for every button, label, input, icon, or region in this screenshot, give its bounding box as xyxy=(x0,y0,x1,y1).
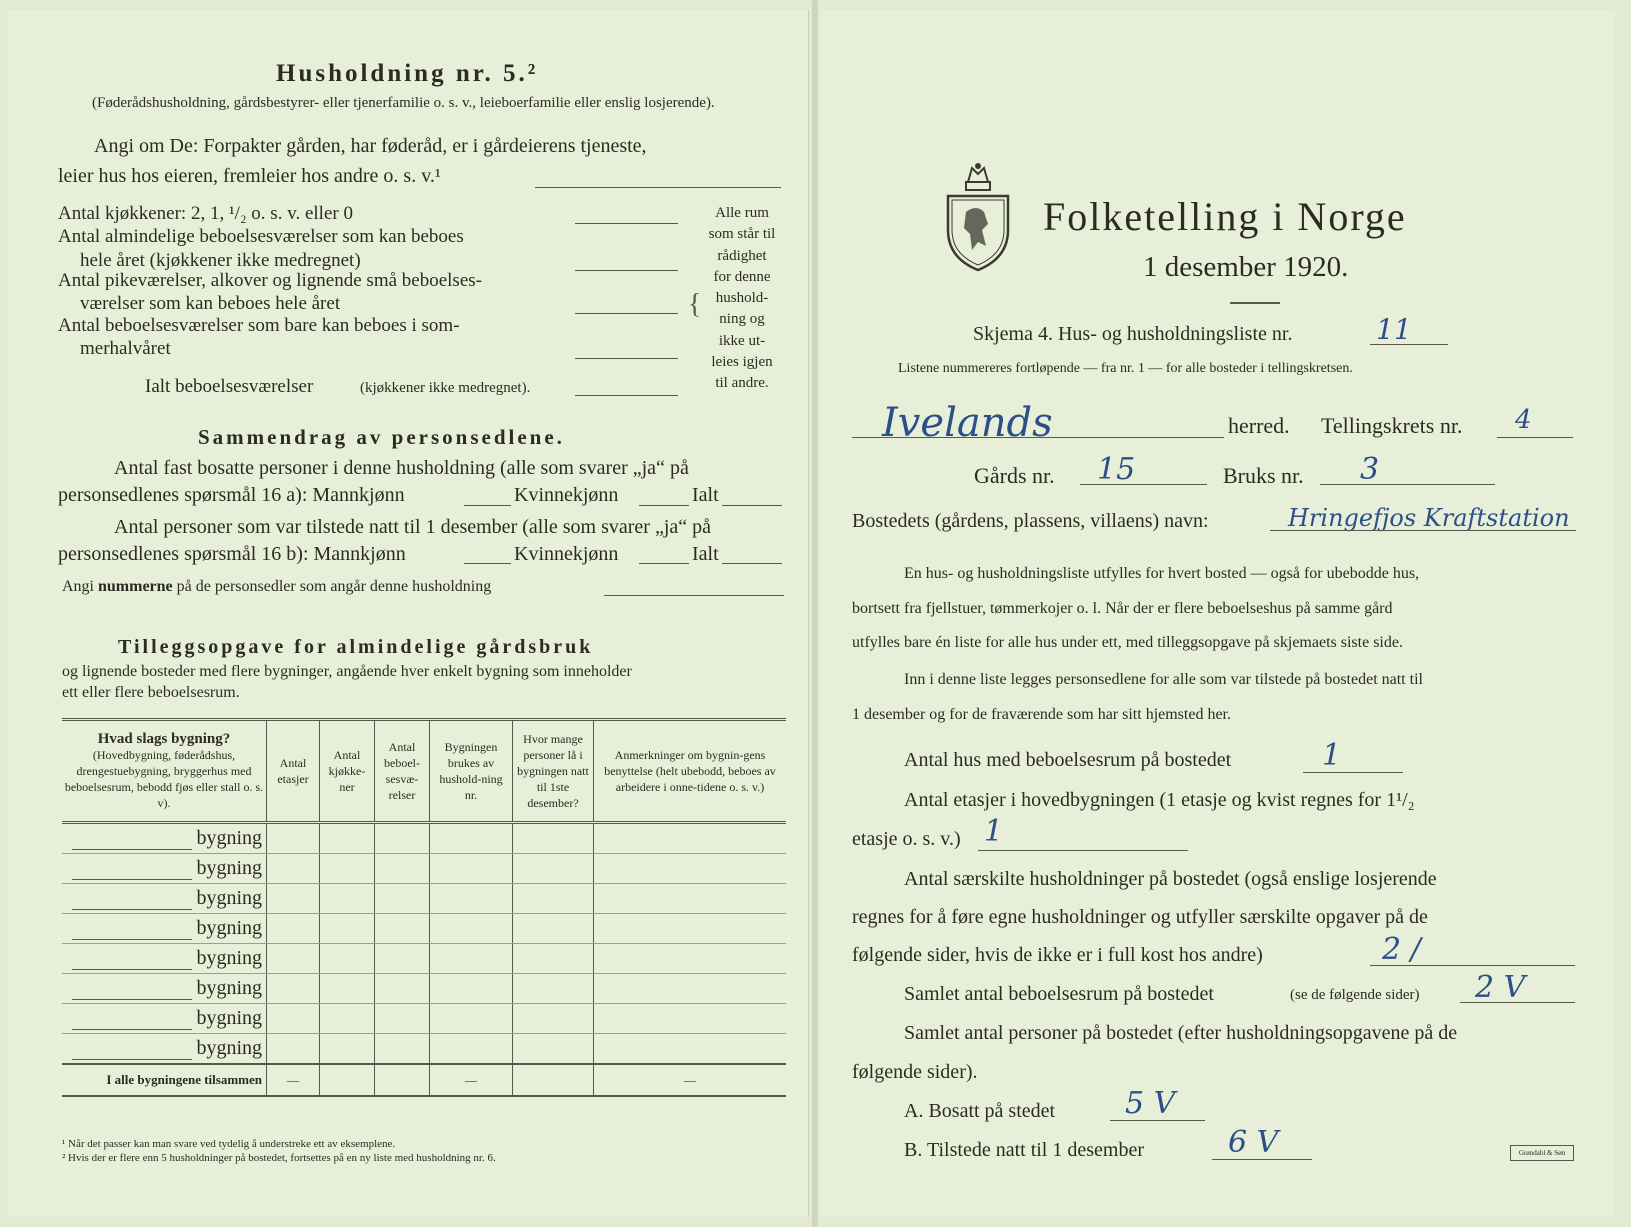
table-cell[interactable] xyxy=(430,944,513,974)
gards-label: Gårds nr. xyxy=(974,463,1055,488)
para1-line3: utfylles bare én liste for alle hus under ett, med tilleggsopgave på skjemaets siste side. xyxy=(852,634,1403,651)
table-cell[interactable] xyxy=(513,823,594,854)
coat-of-arms-icon xyxy=(942,160,1014,272)
building-type-cell[interactable] xyxy=(62,944,267,974)
para1-line1: En hus- og husholdningsliste utfylles for hvert bosted — også for ubebodde hus, xyxy=(904,565,1420,582)
fast-kvinne-answer[interactable] xyxy=(639,505,689,506)
side-note-line: ning og xyxy=(719,311,765,328)
table-cell[interactable] xyxy=(375,823,430,854)
footnote-1: ¹ Når det passer kan man svare ved tydelig å understreke ett av eksemplene. xyxy=(62,1138,396,1150)
side-note-line: rådighet xyxy=(717,247,767,264)
building-type-cell[interactable] xyxy=(62,1034,267,1065)
samlet-rum-note: (se de følgende sider) xyxy=(1290,987,1420,1003)
table-cell[interactable] xyxy=(594,914,787,944)
building-type-cell[interactable] xyxy=(62,914,267,944)
saer-line-1: Antal særskilte husholdninger på bostedet (også enslige losjerende xyxy=(904,868,1437,890)
sum-dash[interactable]: — xyxy=(430,1064,513,1096)
ialt-note: (kjøkkener ikke medregnet). xyxy=(360,380,531,396)
tilstede-value: 6 V xyxy=(1228,1125,1279,1160)
side-note-line: leies igjen xyxy=(711,354,773,371)
etasjer-line-2: etasje o. s. v.) xyxy=(852,828,961,850)
bygning-label: bygning xyxy=(196,1007,262,1029)
table-cell[interactable] xyxy=(513,884,594,914)
table-cell[interactable] xyxy=(594,1034,787,1065)
bygning-label: bygning xyxy=(196,887,262,909)
col-kjokkener: Antal kjøkke-ner xyxy=(320,720,375,823)
tillegg-sub-2: ett eller flere beboelsesrum. xyxy=(62,684,240,701)
table-cell[interactable] xyxy=(594,974,787,1004)
table-cell[interactable] xyxy=(430,974,513,1004)
herred-answer-line[interactable] xyxy=(852,437,1224,438)
tilst-kvinne-label: Kvinnekjønn xyxy=(514,543,619,565)
table-cell[interactable] xyxy=(513,1004,594,1034)
bosatt-answer-line[interactable] xyxy=(1110,1120,1205,1121)
para2-line2: 1 desember og for de fraværende som har sitt hjemsted her. xyxy=(852,706,1231,723)
table-row xyxy=(62,914,786,944)
tilstede-label: B. Tilstede natt til 1 desember xyxy=(904,1139,1144,1161)
tilst-ialt-label: Ialt xyxy=(692,543,719,565)
hus-answer-line[interactable] xyxy=(1303,772,1403,773)
side-note xyxy=(700,203,784,395)
title-rule xyxy=(1230,302,1280,304)
tillegg-title: Tilleggsopgave for almindelige gårdsbruk xyxy=(118,636,594,658)
table-cell[interactable] xyxy=(430,823,513,854)
fast-ialt-label: Ialt xyxy=(692,484,719,506)
gards-answer-line[interactable] xyxy=(1080,484,1207,485)
table-row xyxy=(62,884,786,914)
bosatt-value: 5 V xyxy=(1125,1086,1176,1121)
table-cell[interactable] xyxy=(513,944,594,974)
ialt-answer[interactable] xyxy=(575,395,678,396)
samlet-rum-value: 2 V xyxy=(1475,970,1526,1005)
tellingskrets-answer-line[interactable] xyxy=(1497,437,1573,438)
etasjer-answer-line[interactable] xyxy=(978,850,1188,851)
bygning-label: bygning xyxy=(196,827,262,849)
herred-label: herred. xyxy=(1228,413,1290,438)
table-cell[interactable] xyxy=(267,944,320,974)
bygning-label: bygning xyxy=(196,977,262,999)
bygning-label: bygning xyxy=(196,947,262,969)
para2-line1: Inn i denne liste legges personsedlene for alle som var tilstede på bostedet natt til xyxy=(904,671,1423,688)
table-cell[interactable] xyxy=(320,944,375,974)
household-title: Husholdning nr. 5.² xyxy=(276,60,539,87)
table-cell[interactable] xyxy=(267,914,320,944)
table-cell[interactable] xyxy=(320,823,375,854)
bruks-value: 3 xyxy=(1360,452,1380,487)
table-cell[interactable] xyxy=(267,1004,320,1034)
table-cell[interactable] xyxy=(320,974,375,1004)
angi-line-2: leier hus hos eieren, fremleier hos andre o. s. v.¹ xyxy=(58,165,441,187)
table-header xyxy=(62,720,786,823)
table-cell[interactable] xyxy=(430,884,513,914)
table-cell[interactable] xyxy=(320,854,375,884)
col-husholdning-nr: Bygningen brukes av hushold-ning nr. xyxy=(430,720,513,823)
table-cell[interactable] xyxy=(320,914,375,944)
tilst-line-2: personsedlenes spørsmål 16 b): Mannkjønn xyxy=(58,543,406,565)
som-line-2: merhalvåret xyxy=(80,338,171,359)
bygning-label: bygning xyxy=(196,917,262,939)
census-title: Folketelling i Norge xyxy=(1043,194,1407,239)
tilst-mann-answer[interactable] xyxy=(464,563,511,564)
kjokkener-answer[interactable] xyxy=(575,223,678,224)
table-row xyxy=(62,1034,786,1065)
gards-value: 15 xyxy=(1097,452,1136,487)
table-cell[interactable] xyxy=(375,944,430,974)
printer-stamp: Grøndahl & Søn xyxy=(1510,1145,1574,1161)
angi-nummer: Angi nummerne på de personsedler som angår denne husholdning xyxy=(62,578,492,595)
table-cell[interactable] xyxy=(594,854,787,884)
sammendrag-title: Sammendrag av personsedlene. xyxy=(198,425,565,449)
table-cell[interactable] xyxy=(375,914,430,944)
skjema-label: Skjema 4. Hus- og husholdningsliste nr. xyxy=(973,323,1293,345)
footnote-2: ² Hvis der er flere enn 5 husholdninger på bostedet, fortsettes på en ny liste med husholdning nr. 6. xyxy=(62,1152,496,1164)
ialt-line: Ialt beboelsesværelser xyxy=(145,376,314,397)
bruks-label: Bruks nr. xyxy=(1223,463,1304,488)
table-cell[interactable] xyxy=(513,974,594,1004)
sum-dash[interactable]: — xyxy=(594,1064,787,1096)
fast-line-1: Antal fast bosatte personer i denne husholdning (alle som svarer „ja“ på xyxy=(114,457,689,479)
side-note-line: hushold- xyxy=(715,290,769,307)
household-subtitle: (Føderådshusholdning, gårdsbestyrer- eller tjenerfamilie o. s. v., leieboerfamilie eller enslig losjerende). xyxy=(92,95,715,111)
bygning-label: bygning xyxy=(196,1037,262,1059)
table-cell[interactable] xyxy=(513,1064,594,1096)
samlet-rum-label: Samlet antal beboelsesrum på bostedet xyxy=(904,983,1214,1005)
table-cell[interactable] xyxy=(375,854,430,884)
table-cell[interactable] xyxy=(375,974,430,1004)
page-fold xyxy=(812,0,818,1227)
pike-line-2: værelser som kan beboes hele året xyxy=(80,293,341,314)
samlet-pers-line-2: følgende sider). xyxy=(852,1061,978,1083)
saer-value: 2 / xyxy=(1382,932,1421,967)
table-cell[interactable] xyxy=(320,884,375,914)
etasjer-line-1: Antal etasjer i hovedbygningen (1 etasje og kvist regnes for 1¹/₂ xyxy=(904,789,1415,811)
building-table xyxy=(62,718,786,1097)
alm-answer[interactable] xyxy=(575,270,678,271)
etasjer-value: 1 xyxy=(984,814,1004,849)
pike-line-1: Antal pikeværelser, alkover og lignende små beboelses- xyxy=(58,270,482,291)
table-cell[interactable] xyxy=(320,1064,375,1096)
table-cell[interactable] xyxy=(430,854,513,884)
bosted-label: Bostedets (gårdens, plassens, villaens) navn: xyxy=(852,510,1209,532)
col-etasjer: Antal etasjer xyxy=(267,720,320,823)
side-note-line: Alle rum xyxy=(715,205,769,221)
skjema-value: 11 xyxy=(1376,313,1412,346)
table-cell[interactable] xyxy=(375,1064,430,1096)
table-cell[interactable] xyxy=(594,944,787,974)
table-cell[interactable] xyxy=(267,823,320,854)
tellingskrets-label: Tellingskrets nr. xyxy=(1321,413,1463,438)
table-cell[interactable] xyxy=(430,1034,513,1065)
col-building-type: Hvad slags bygning? (Hovedbygning, føderådshus, drengestuebygning, bryggerhus med beboelsesrum, bebodd fjøs eller stall o. s. v). xyxy=(62,720,267,823)
bosted-value: Hringefjos Kraftstation xyxy=(1288,504,1570,532)
saer-answer-line[interactable] xyxy=(1370,965,1575,966)
bosted-answer-line[interactable] xyxy=(1270,530,1576,531)
tellingskrets-value: 4 xyxy=(1515,405,1532,435)
table-sum-row xyxy=(62,1064,786,1096)
brace: { xyxy=(688,289,702,320)
table-cell[interactable] xyxy=(513,854,594,884)
census-date: 1 desember 1920. xyxy=(1143,251,1349,283)
table-cell[interactable] xyxy=(320,1004,375,1034)
col-beboelsesvaerelser: Antal beboel-sesvæ-relser xyxy=(375,720,430,823)
fast-line-2: personsedlenes spørsmål 16 a): Mannkjønn xyxy=(58,484,405,506)
hus-label: Antal hus med beboelsesrum på bostedet xyxy=(904,749,1232,771)
bygning-label: bygning xyxy=(196,857,262,879)
sum-label: I alle bygningene tilsammen xyxy=(62,1064,267,1096)
building-type-cell[interactable] xyxy=(62,823,267,854)
building-type-cell[interactable] xyxy=(62,1004,267,1034)
table-cell[interactable] xyxy=(594,823,787,854)
sum-dash[interactable]: — xyxy=(267,1064,320,1096)
bruks-answer-line[interactable] xyxy=(1320,484,1495,485)
saer-line-2: regnes for å føre egne husholdninger og utfyller særskilte opgaver på de xyxy=(852,906,1428,928)
building-type-cell[interactable] xyxy=(62,884,267,914)
alm-line-1: Antal almindelige beboelsesværelser som kan beboes xyxy=(58,226,464,247)
fast-ialt-answer[interactable] xyxy=(722,505,782,506)
table-cell[interactable] xyxy=(267,884,320,914)
side-note-line: som står til xyxy=(708,226,776,243)
side-note-line: ikke ut- xyxy=(718,332,766,349)
table-cell[interactable] xyxy=(430,1004,513,1034)
col-anmerkninger: Anmerkninger om bygnin-gens benyttelse (helt ubebodd, beboes av arbeidere i onne-tidene o. s. v.) xyxy=(594,720,787,823)
table-cell[interactable] xyxy=(594,1004,787,1034)
table-cell[interactable] xyxy=(320,1034,375,1065)
tilst-line-1: Antal personer som var tilstede natt til 1 desember (alle som svarer „ja“ på xyxy=(114,516,712,538)
table-row xyxy=(62,1004,786,1034)
saer-line-3: følgende sider, hvis de ikke er i full kost hos andre) xyxy=(852,944,1263,966)
fast-mann-answer[interactable] xyxy=(464,505,511,506)
tilstede-answer-line[interactable] xyxy=(1212,1159,1312,1160)
angi-answer-line[interactable] xyxy=(535,187,781,188)
listene-note: Listene nummereres fortløpende — fra nr. 1 — for alle bosteder i tellingskretsen. xyxy=(898,361,1353,376)
table-cell[interactable] xyxy=(513,914,594,944)
kjokkener-line: Antal kjøkkener: 2, 1, ¹/₂ o. s. v. eller 0 xyxy=(58,203,353,224)
para1-line2: bortsett fra fjellstuer, tømmerkojer o. l. Når der er flere beboelseshus på samme gård xyxy=(852,600,1393,617)
table-cell[interactable] xyxy=(430,914,513,944)
table-row xyxy=(62,974,786,1004)
pike-answer[interactable] xyxy=(575,313,678,314)
side-note-line: til andre. xyxy=(715,375,769,392)
samlet-rum-answer-line[interactable] xyxy=(1460,1002,1575,1003)
skjema-answer-line[interactable] xyxy=(1370,344,1448,345)
tillegg-sub-1: og lignende bosteder med flere bygninger, angående hver enkelt bygning som inneholder xyxy=(62,663,632,680)
side-note-line: for denne xyxy=(713,268,771,285)
herred-value: Ivelands xyxy=(882,400,1053,446)
col-personer: Hvor mange personer lå i bygningen natt til 1ste desember? xyxy=(513,720,594,823)
samlet-pers-line-1: Samlet antal personer på bostedet (efter husholdningsopgavene på de xyxy=(904,1022,1458,1044)
alm-line-2: hele året (kjøkkener ikke medregnet) xyxy=(80,250,361,271)
table-cell[interactable] xyxy=(267,1034,320,1065)
table-cell[interactable] xyxy=(375,884,430,914)
hus-value: 1 xyxy=(1322,738,1342,773)
tilst-ialt-answer[interactable] xyxy=(722,563,782,564)
table-row xyxy=(62,823,786,854)
table-cell[interactable] xyxy=(375,1034,430,1065)
bosatt-label: A. Bosatt på stedet xyxy=(904,1100,1056,1122)
tilst-kvinne-answer[interactable] xyxy=(639,563,689,564)
fast-kvinne-label: Kvinnekjønn xyxy=(514,484,619,506)
som-line-1: Antal beboelsesværelser som bare kan beboes i som- xyxy=(58,315,460,336)
table-cell[interactable] xyxy=(267,854,320,884)
angi-nummer-answer[interactable] xyxy=(604,595,784,596)
table-cell[interactable] xyxy=(267,974,320,1004)
som-answer[interactable] xyxy=(575,358,678,359)
angi-line-1: Angi om De: Forpakter gården, har føderåd, er i gårdeierens tjeneste, xyxy=(94,135,647,157)
building-type-cell[interactable] xyxy=(62,974,267,1004)
table-cell[interactable] xyxy=(375,1004,430,1034)
table-cell[interactable] xyxy=(594,884,787,914)
table-cell[interactable] xyxy=(513,1034,594,1065)
table-row xyxy=(62,854,786,884)
table-row xyxy=(62,944,786,974)
building-type-cell[interactable] xyxy=(62,854,267,884)
